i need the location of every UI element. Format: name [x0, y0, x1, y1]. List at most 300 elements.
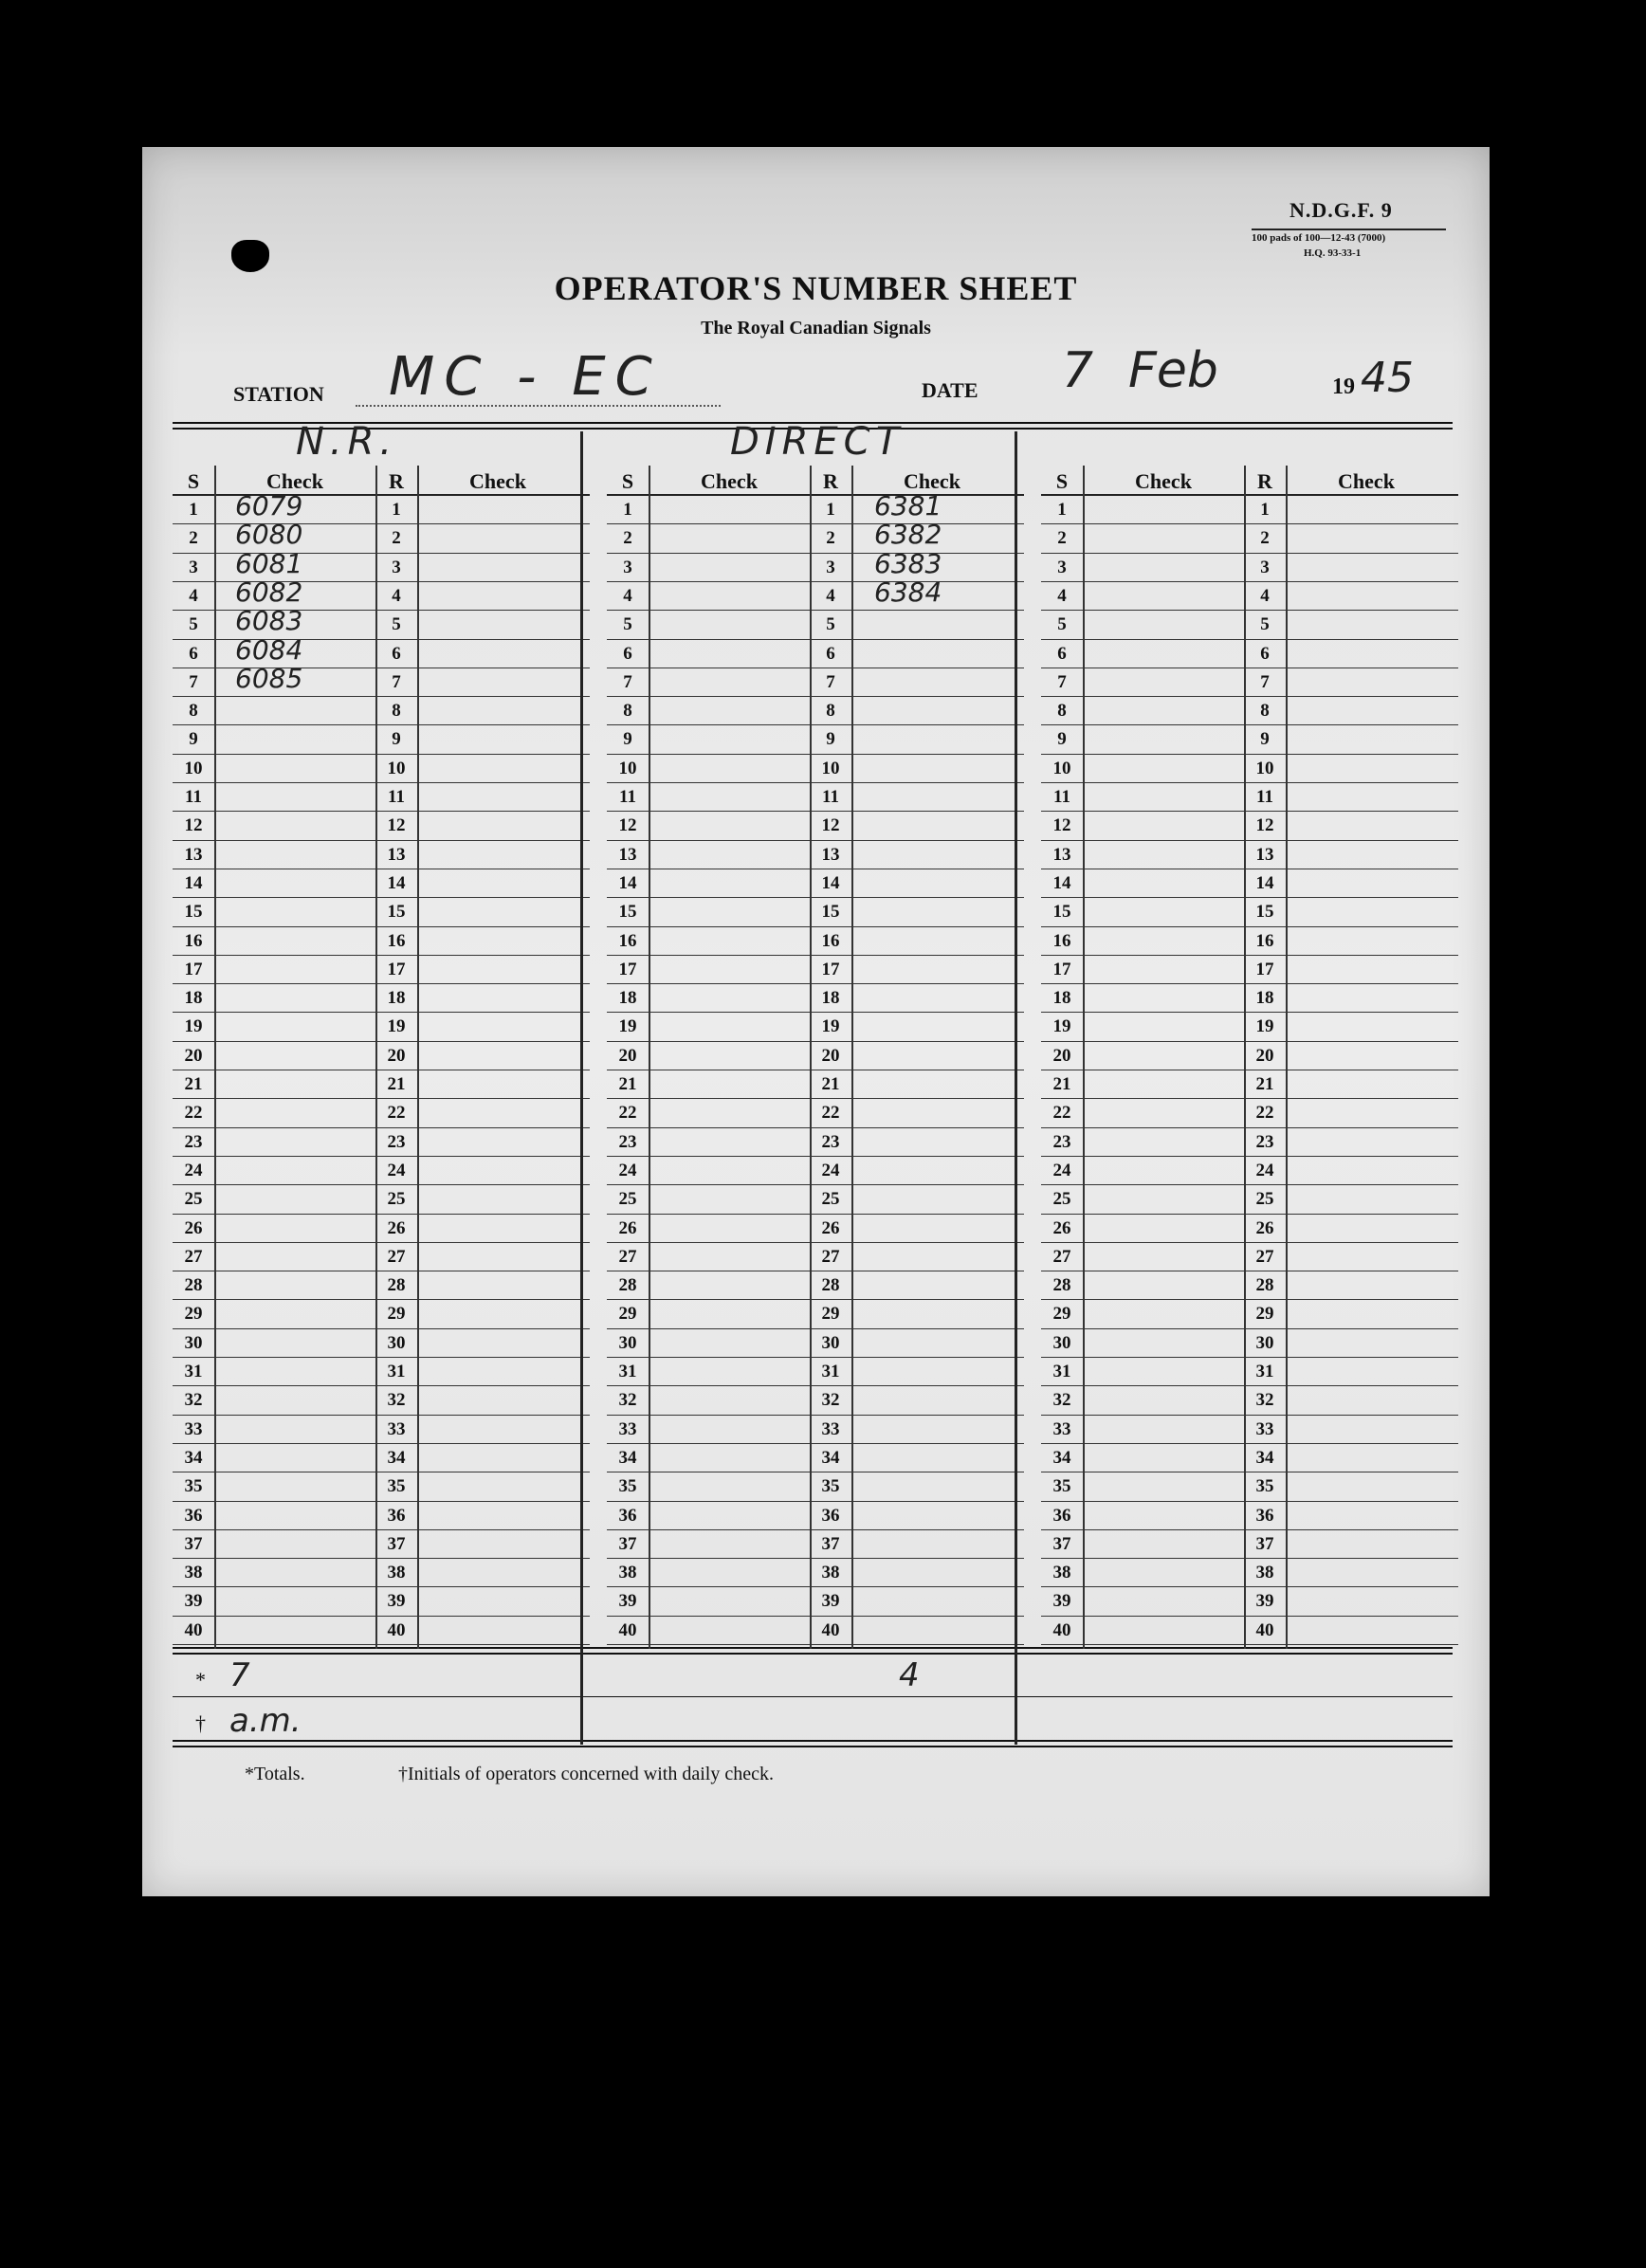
check-header: Check — [1135, 469, 1192, 493]
r-header: R — [389, 469, 404, 493]
s-number: 28 — [1052, 1275, 1071, 1296]
s-number: 23 — [184, 1131, 203, 1152]
s-number: 17 — [618, 959, 637, 979]
s-number: 19 — [184, 1016, 203, 1037]
r-number: 35 — [1255, 1476, 1274, 1497]
r-number: 29 — [821, 1304, 840, 1325]
r-number: 40 — [387, 1619, 406, 1640]
row-rule — [173, 1415, 590, 1416]
r-number: 25 — [1255, 1189, 1274, 1210]
s-number: 25 — [1052, 1189, 1071, 1210]
s-check-value: 6082 — [235, 576, 303, 608]
r-number: 19 — [821, 1016, 840, 1037]
section-divider — [580, 431, 583, 1745]
row-rule — [173, 897, 590, 898]
header-underline — [607, 494, 1024, 496]
s-number: 22 — [618, 1103, 637, 1124]
r-number: 23 — [387, 1131, 406, 1152]
r-number: 25 — [821, 1189, 840, 1210]
row-rule — [607, 1644, 1024, 1645]
row-rule — [1041, 754, 1458, 755]
r-number: 26 — [387, 1217, 406, 1238]
r-number: 13 — [1255, 844, 1274, 865]
r-number: 15 — [821, 902, 840, 923]
r-number: 11 — [388, 787, 405, 807]
r-number: 26 — [1255, 1217, 1274, 1238]
row-rule — [1041, 581, 1458, 582]
s-number: 40 — [1052, 1619, 1071, 1640]
row-rule — [607, 1616, 1024, 1617]
s-number: 3 — [1057, 557, 1067, 577]
s-number: 16 — [1052, 930, 1071, 951]
s-number: 12 — [184, 815, 203, 836]
s-number: 27 — [1052, 1246, 1071, 1267]
s-number: 21 — [618, 1074, 637, 1094]
row-rule — [173, 1357, 590, 1358]
r-number: 16 — [821, 930, 840, 951]
check-header: Check — [701, 469, 758, 493]
r-number: 7 — [826, 671, 835, 692]
row-rule — [607, 811, 1024, 812]
r-number: 6 — [826, 643, 835, 664]
s-check-value: 6080 — [235, 519, 303, 551]
row-rule — [173, 983, 590, 984]
row-rule — [173, 1041, 590, 1042]
row-rule — [173, 1616, 590, 1617]
row-rule — [1041, 1644, 1458, 1645]
form-code-rule — [1252, 229, 1446, 230]
row-rule — [173, 955, 590, 956]
r-number: 8 — [1260, 701, 1270, 722]
row-rule — [1041, 1385, 1458, 1386]
row-rule — [607, 1415, 1024, 1416]
section-total: 4 — [899, 1656, 920, 1694]
row-rule — [1041, 1156, 1458, 1157]
check2-header: Check — [1338, 469, 1395, 493]
s-number: 11 — [619, 787, 636, 807]
r-number: 5 — [826, 614, 835, 635]
s-number: 19 — [1052, 1016, 1071, 1037]
r-number: 33 — [821, 1418, 840, 1439]
s-number: 14 — [1052, 872, 1071, 893]
r-number: 28 — [387, 1275, 406, 1296]
r-number: 37 — [821, 1533, 840, 1554]
s-number: 23 — [618, 1131, 637, 1152]
row-rule — [173, 1156, 590, 1157]
s-check-value: 6081 — [235, 547, 303, 579]
row-rule — [607, 1558, 1024, 1559]
header-underline — [1041, 494, 1458, 496]
s-number: 16 — [184, 930, 203, 951]
r-number: 37 — [1255, 1533, 1274, 1554]
s-number: 7 — [189, 671, 198, 692]
row-rule — [607, 926, 1024, 927]
s-number: 33 — [1052, 1418, 1071, 1439]
s-number: 12 — [618, 815, 637, 836]
r-number: 3 — [826, 557, 835, 577]
r-number: 11 — [822, 787, 839, 807]
s-number: 19 — [618, 1016, 637, 1037]
row-rule — [1041, 1443, 1458, 1444]
r-number: 33 — [1255, 1418, 1274, 1439]
row-rule — [1041, 1357, 1458, 1358]
r-number: 20 — [1255, 1045, 1274, 1066]
row-rule — [1041, 897, 1458, 898]
r-number: 24 — [821, 1160, 840, 1180]
r-number: 23 — [821, 1131, 840, 1152]
row-rule — [607, 1357, 1024, 1358]
row-rule — [1041, 983, 1458, 984]
row-rule — [607, 983, 1024, 984]
station-value: MC - EC — [389, 346, 662, 408]
r-number: 34 — [821, 1447, 840, 1468]
s-number: 29 — [184, 1304, 203, 1325]
row-rule — [173, 782, 590, 783]
r-number: 40 — [821, 1619, 840, 1640]
r-number: 5 — [392, 614, 401, 635]
row-rule — [607, 840, 1024, 841]
row-rule — [607, 639, 1024, 640]
row-rule — [173, 1242, 590, 1243]
s-number: 11 — [185, 787, 202, 807]
s-number: 9 — [623, 729, 632, 750]
r-number: 9 — [1260, 729, 1270, 750]
row-rule — [1041, 811, 1458, 812]
r-number: 12 — [1255, 815, 1274, 836]
row-rule — [607, 1041, 1024, 1042]
r-number: 38 — [1255, 1563, 1274, 1583]
r-number: 8 — [826, 701, 835, 722]
row-rule — [607, 553, 1024, 554]
r-number: 3 — [1260, 557, 1270, 577]
row-rule — [173, 926, 590, 927]
s-number: 32 — [618, 1390, 637, 1411]
r-number: 22 — [821, 1103, 840, 1124]
s-check-value: 6085 — [235, 662, 303, 694]
s-number: 10 — [184, 758, 203, 778]
s-number: 28 — [184, 1275, 203, 1296]
row-rule — [1041, 1299, 1458, 1300]
form-code: N.D.G.F. 9 — [1289, 198, 1393, 222]
row-rule — [1041, 724, 1458, 725]
row-rule — [1041, 1529, 1458, 1530]
r-number: 1 — [826, 500, 835, 520]
r-number: 3 — [392, 557, 401, 577]
r-number: 32 — [387, 1390, 406, 1411]
totals-mark: * — [195, 1668, 206, 1692]
row-rule — [173, 696, 590, 697]
s-number: 37 — [184, 1533, 203, 1554]
initials-rule-2 — [173, 1746, 1453, 1747]
s-number: 25 — [618, 1189, 637, 1210]
s-number: 21 — [184, 1074, 203, 1094]
r-number: 30 — [387, 1332, 406, 1353]
row-rule — [1041, 1098, 1458, 1099]
s-number: 35 — [618, 1476, 637, 1497]
section-initials: a.m. — [229, 1702, 302, 1740]
row-rule — [173, 1644, 590, 1645]
s-number: 36 — [184, 1505, 203, 1526]
s-number: 38 — [618, 1563, 637, 1583]
s-number: 36 — [1052, 1505, 1071, 1526]
footer-totals-note: *Totals. — [245, 1764, 305, 1784]
s-number: 16 — [618, 930, 637, 951]
s-number: 25 — [184, 1189, 203, 1210]
r-number: 28 — [1255, 1275, 1274, 1296]
row-rule — [607, 523, 1024, 524]
r-number: 20 — [387, 1045, 406, 1066]
r-check-value: 6382 — [874, 519, 942, 551]
s-number: 29 — [1052, 1304, 1071, 1325]
row-rule — [607, 1586, 1024, 1587]
r-number: 40 — [1255, 1619, 1274, 1640]
s-number: 1 — [1057, 500, 1067, 520]
r-number: 25 — [387, 1189, 406, 1210]
s-number: 9 — [189, 729, 198, 750]
s-number: 40 — [184, 1619, 203, 1640]
row-rule — [173, 1184, 590, 1185]
grid-bottom-rule-2 — [173, 1653, 1453, 1655]
r-number: 39 — [1255, 1591, 1274, 1612]
s-number: 15 — [618, 902, 637, 923]
s-number: 29 — [618, 1304, 637, 1325]
row-rule — [607, 1127, 1024, 1128]
row-rule — [1041, 840, 1458, 841]
initials-mark: † — [195, 1711, 206, 1735]
r-number: 6 — [392, 643, 401, 664]
s-number: 13 — [184, 844, 203, 865]
r-number: 26 — [821, 1217, 840, 1238]
r-number: 9 — [392, 729, 401, 750]
r-number: 10 — [387, 758, 406, 778]
r-number: 12 — [821, 815, 840, 836]
r-number: 18 — [387, 988, 406, 1009]
r-number: 15 — [1255, 902, 1274, 923]
row-rule — [1041, 1558, 1458, 1559]
s-number: 22 — [1052, 1103, 1071, 1124]
check-header: Check — [266, 469, 323, 493]
r-number: 18 — [821, 988, 840, 1009]
r-number: 13 — [821, 844, 840, 865]
row-rule — [607, 1328, 1024, 1329]
r-number: 35 — [821, 1476, 840, 1497]
row-rule — [607, 782, 1024, 783]
s-number: 39 — [184, 1591, 203, 1612]
s-number: 14 — [184, 872, 203, 893]
form-hq-number: H.Q. 93-33-1 — [1304, 247, 1362, 259]
s-number: 35 — [1052, 1476, 1071, 1497]
s-number: 32 — [184, 1390, 203, 1411]
s-number: 21 — [1052, 1074, 1071, 1094]
r-number: 10 — [821, 758, 840, 778]
s-number: 30 — [618, 1332, 637, 1353]
r-number: 4 — [826, 585, 835, 606]
s-number: 33 — [618, 1418, 637, 1439]
r-number: 10 — [1255, 758, 1274, 778]
r-number: 22 — [387, 1103, 406, 1124]
s-check-value: 6084 — [235, 633, 303, 666]
section-label: N.R. — [296, 420, 398, 464]
s-check-value: 6083 — [235, 605, 303, 637]
s-number: 31 — [184, 1362, 203, 1381]
row-rule — [607, 1214, 1024, 1215]
r-number: 7 — [392, 671, 401, 692]
s-number: 7 — [623, 671, 632, 692]
row-rule — [173, 1443, 590, 1444]
date-day: 7 — [1062, 342, 1094, 399]
s-number: 39 — [1052, 1591, 1071, 1612]
r-number: 29 — [1255, 1304, 1274, 1325]
row-rule — [607, 1299, 1024, 1300]
row-rule — [1041, 610, 1458, 611]
row-rule — [173, 724, 590, 725]
row-rule — [607, 897, 1024, 898]
s-number: 10 — [618, 758, 637, 778]
s-number: 18 — [618, 988, 637, 1009]
r-number: 32 — [1255, 1390, 1274, 1411]
s-number: 7 — [1057, 671, 1067, 692]
s-number: 2 — [189, 528, 198, 549]
s-number: 35 — [184, 1476, 203, 1497]
s-number: 4 — [623, 585, 632, 606]
s-number: 5 — [1057, 614, 1067, 635]
year-prefix: 19 — [1332, 375, 1355, 399]
punch-hole — [231, 240, 269, 272]
s-number: 34 — [618, 1447, 637, 1468]
s-number: 2 — [1057, 528, 1067, 549]
s-number: 11 — [1053, 787, 1070, 807]
s-number: 23 — [1052, 1131, 1071, 1152]
r-number: 18 — [1255, 988, 1274, 1009]
r-number: 6 — [1260, 643, 1270, 664]
r-number: 17 — [1255, 959, 1274, 979]
r-header: R — [823, 469, 838, 493]
row-rule — [1041, 1616, 1458, 1617]
row-rule — [1041, 696, 1458, 697]
r-number: 27 — [387, 1246, 406, 1267]
s-number: 4 — [189, 585, 198, 606]
sheet-title: OPERATOR'S NUMBER SHEET — [554, 269, 1078, 307]
s-number: 38 — [1052, 1563, 1071, 1583]
s-header: S — [187, 469, 200, 493]
r-number: 38 — [387, 1563, 406, 1583]
s-number: 1 — [189, 500, 198, 520]
s-number: 27 — [184, 1246, 203, 1267]
s-number: 10 — [1052, 758, 1071, 778]
s-number: 26 — [184, 1217, 203, 1238]
r-number: 32 — [821, 1390, 840, 1411]
date-label: DATE — [922, 378, 978, 402]
row-rule — [607, 610, 1024, 611]
row-rule — [1041, 1012, 1458, 1013]
row-rule — [173, 1098, 590, 1099]
section-divider — [1015, 431, 1017, 1745]
row-rule — [173, 754, 590, 755]
r-number: 29 — [387, 1304, 406, 1325]
r-number: 39 — [387, 1591, 406, 1612]
s-number: 17 — [1052, 959, 1071, 979]
row-rule — [1041, 1328, 1458, 1329]
s-number: 8 — [1057, 701, 1067, 722]
r-number: 14 — [1255, 872, 1274, 893]
r-number: 27 — [821, 1246, 840, 1267]
s-number: 38 — [184, 1563, 203, 1583]
row-rule — [173, 1558, 590, 1559]
row-rule — [1041, 1184, 1458, 1185]
s-number: 40 — [618, 1619, 637, 1640]
row-rule — [173, 1586, 590, 1587]
s-number: 17 — [184, 959, 203, 979]
s-number: 20 — [1052, 1045, 1071, 1066]
row-rule — [1041, 1415, 1458, 1416]
row-rule — [607, 955, 1024, 956]
row-rule — [1041, 1242, 1458, 1243]
row-rule — [607, 581, 1024, 582]
s-number: 24 — [618, 1160, 637, 1180]
row-rule — [607, 1184, 1024, 1185]
s-number: 34 — [1052, 1447, 1071, 1468]
r-number: 20 — [821, 1045, 840, 1066]
r-number: 15 — [387, 902, 406, 923]
s-number: 12 — [1052, 815, 1071, 836]
row-rule — [173, 1328, 590, 1329]
s-number: 27 — [618, 1246, 637, 1267]
r-number: 2 — [392, 528, 401, 549]
row-rule — [607, 1242, 1024, 1243]
row-rule — [607, 1443, 1024, 1444]
row-rule — [173, 1385, 590, 1386]
r-number: 21 — [821, 1074, 840, 1094]
s-number: 26 — [1052, 1217, 1071, 1238]
row-rule — [607, 696, 1024, 697]
r-number: 30 — [1255, 1332, 1274, 1353]
footer-initials-note: †Initials of operators concerned with daily check. — [398, 1764, 774, 1784]
s-number: 26 — [618, 1217, 637, 1238]
r-number: 24 — [1255, 1160, 1274, 1180]
s-number: 37 — [618, 1533, 637, 1554]
s-number: 5 — [623, 614, 632, 635]
r-number: 2 — [1260, 528, 1270, 549]
r-number: 11 — [1256, 787, 1273, 807]
r-number: 19 — [387, 1016, 406, 1037]
s-number: 22 — [184, 1103, 203, 1124]
r-number: 28 — [821, 1275, 840, 1296]
s-number: 20 — [184, 1045, 203, 1066]
r-number: 17 — [387, 959, 406, 979]
row-rule — [607, 1098, 1024, 1099]
s-number: 32 — [1052, 1390, 1071, 1411]
r-number: 31 — [387, 1362, 406, 1381]
r-number: 14 — [387, 872, 406, 893]
s-number: 13 — [1052, 844, 1071, 865]
r-number: 30 — [821, 1332, 840, 1353]
date-month: Feb — [1128, 342, 1218, 399]
s-number: 6 — [189, 643, 198, 664]
row-rule — [173, 811, 590, 812]
row-rule — [1041, 955, 1458, 956]
r-check-value: 6381 — [874, 490, 942, 521]
r-number: 5 — [1260, 614, 1270, 635]
s-number: 31 — [618, 1362, 637, 1381]
row-rule — [607, 1529, 1024, 1530]
row-rule — [173, 1501, 590, 1502]
s-number: 36 — [618, 1505, 637, 1526]
s-number: 3 — [189, 557, 198, 577]
row-rule — [1041, 1127, 1458, 1128]
r-number: 24 — [387, 1160, 406, 1180]
s-number: 1 — [623, 500, 632, 520]
r-number: 33 — [387, 1418, 406, 1439]
